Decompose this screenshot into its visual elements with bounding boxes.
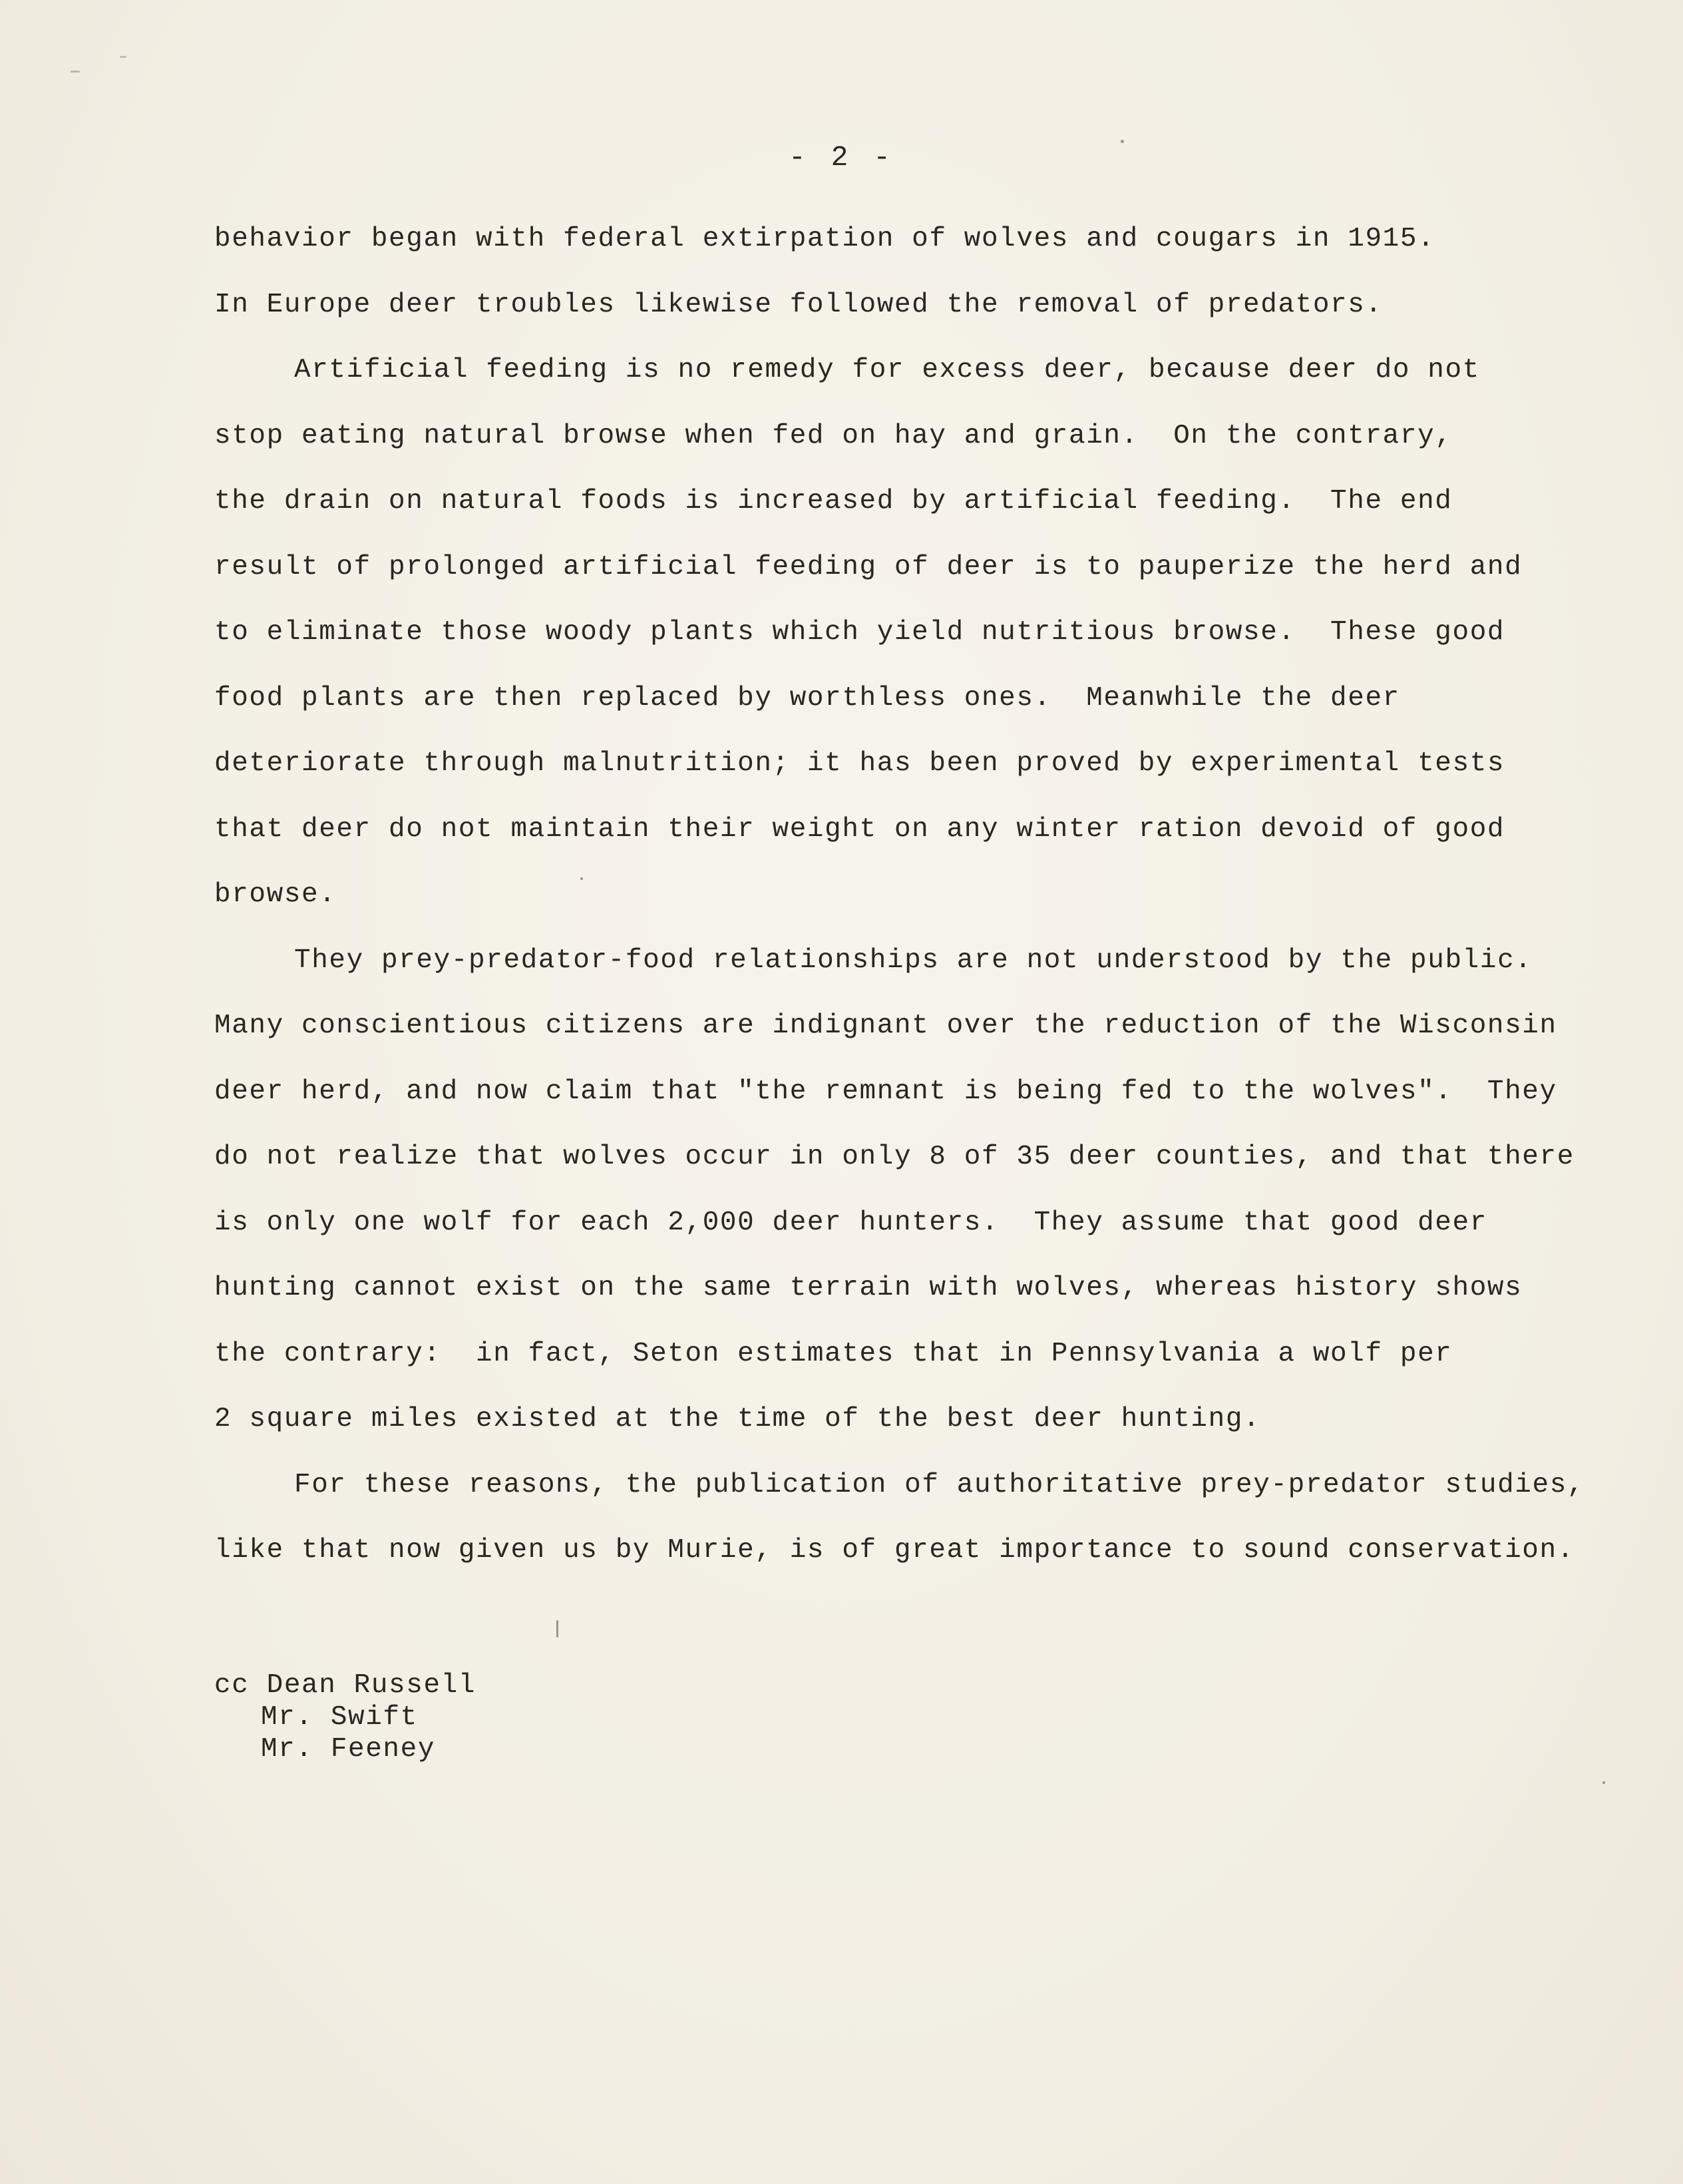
text-line: For these reasons, the publication of authoritative prey-predator studies,: [294, 1469, 1585, 1500]
text-line: the drain on natural foods is increased by artificial feeding. The end: [214, 486, 1453, 517]
paragraph-1: [214, 206, 1519, 337]
text-line: the contrary: in fact, Seton estimates that in Pennsylvania a wolf per: [214, 1338, 1453, 1369]
paper-speck: [580, 877, 583, 880]
text-line: that deer do not maintain their weight on any winter ration devoid of good: [214, 813, 1505, 845]
text-line: They prey-predator-food relationships are not understood by the public.: [294, 945, 1533, 976]
letter-body: [214, 206, 1585, 1584]
text-line: to eliminate those woody plants which yield nutritious browse. These good: [214, 617, 1505, 648]
cc-recipient: Mr. Feeney: [261, 1734, 436, 1765]
paper-speck: [1602, 1781, 1605, 1784]
text-line: In Europe deer troubles likewise followed the removal of predators.: [214, 289, 1383, 320]
text-line: do not realize that wolves occur in only 8 of 35 deer counties, and that there: [214, 1142, 1575, 1172]
cc-recipient: Mr. Swift: [261, 1702, 418, 1733]
cc-list: [214, 1669, 476, 1765]
text-line: result of prolonged artificial feeding of deer is to pauperize the herd and: [214, 551, 1523, 582]
text-line: food plants are then replaced by worthless ones. Meanwhile the deer: [214, 682, 1400, 714]
paragraph-2: [214, 337, 1523, 928]
paragraph-4: [214, 1452, 1585, 1584]
paper-speck: [71, 71, 80, 73]
text-line: deer herd, and now claim that "the remnant is being fed to the wolves". They: [214, 1076, 1557, 1107]
text-line: Artificial feeding is no remedy for excess deer, because deer do not: [294, 355, 1480, 385]
text-line: browse.: [214, 879, 337, 910]
text-line: hunting cannot exist on the same terrain with wolves, whereas history shows: [214, 1273, 1523, 1303]
text-line: like that now given us by Murie, is of great importance to sound conservation.: [214, 1535, 1575, 1566]
paper-speck: [556, 1620, 558, 1638]
paper-speck: [120, 56, 126, 58]
paragraph-3: [214, 928, 1575, 1452]
text-line: is only one wolf for each 2,000 deer hunters. They assume that good deer: [214, 1207, 1487, 1238]
text-line: 2 square miles existed at the time of the best deer hunting.: [214, 1404, 1261, 1434]
text-line: Many conscientious citizens are indignant over the reduction of the Wisconsin: [214, 1010, 1557, 1041]
cc-recipient: cc Dean Russell: [214, 1670, 476, 1701]
text-line: behavior began with federal extirpation of wolves and cougars in 1915.: [214, 224, 1435, 254]
page-number: - 2 -: [788, 141, 895, 174]
paper-speck: [1121, 140, 1124, 143]
text-line: stop eating natural browse when fed on hay and grain. On the contrary,: [214, 420, 1453, 451]
text-line: deteriorate through malnutrition; it has been proved by experimental tests: [214, 748, 1505, 779]
